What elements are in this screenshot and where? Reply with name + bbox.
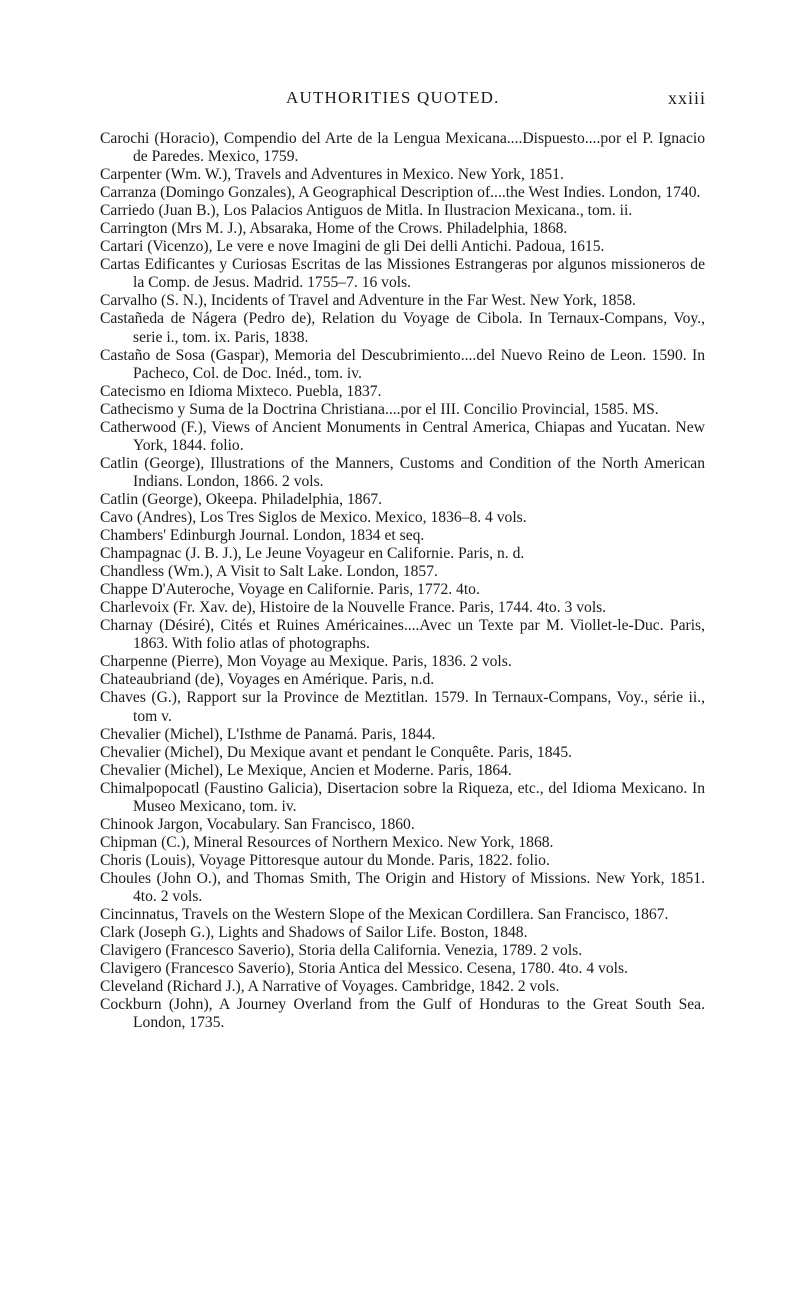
bibliography-entry: Catlin (George), Illustrations of the Manners, Customs and Condition of the North American Indians. London, 1866. 2 vols. [100, 454, 705, 490]
bibliography-entry: Cleveland (Richard J.), A Narrative of Voyages. Cambridge, 1842. 2 vols. [100, 978, 560, 996]
page-number: xxiii [667, 88, 706, 108]
bibliography-entry: Clavigero (Francesco Saverio), Storia della California. Venezia, 1789. 2 vols. [100, 942, 583, 960]
bibliography-entry: Chateaubriand (de), Voyages en Amérique. Paris, n.d. [100, 671, 435, 689]
bibliography-entry: Catecismo en Idioma Mixteco. Puebla, 1837. [100, 382, 382, 400]
bibliography-entry: Clark (Joseph G.), Lights and Shadows of Sailor Life. Boston, 1848. [100, 924, 528, 942]
bibliography-entry: Cockburn (John), A Journey Overland from the Gulf of Honduras to the Great South Sea. London, 1735. [100, 996, 705, 1032]
bibliography-entry: Carriedo (Juan B.), Los Palacios Antiguos de Mitla. In Ilustracion Mexicana., tom. ii. [100, 202, 633, 220]
bibliography-entry: Chevalier (Michel), L'Isthme de Panamá. Paris, 1844. [100, 725, 436, 743]
running-title: AUTHORITIES QUOTED. [286, 88, 500, 107]
bibliography-entry: Chevalier (Michel), Le Mexique, Ancien et Moderne. Paris, 1864. [100, 761, 512, 779]
bibliography-entry: Chevalier (Michel), Du Mexique avant et pendant le Conquête. Paris, 1845. [100, 743, 573, 761]
bibliography-entry: Cathecismo y Suma de la Doctrina Christiana....por el III. Concilio Provincial, 1585. MS. [100, 400, 659, 418]
bibliography-entry: Carochi (Horacio), Compendio del Arte de la Lengua Mexicana....Dispuesto....por el P. Ignacio de Paredes. Mexico, 1759. [100, 130, 705, 166]
bibliography-entry: Charpenne (Pierre), Mon Voyage au Mexique. Paris, 1836. 2 vols. [100, 653, 512, 671]
bibliography-entry: Carrington (Mrs M. J.), Absaraka, Home of the Crows. Philadelphia, 1868. [100, 220, 568, 238]
bibliography-entry: Chambers' Edinburgh Journal. London, 1834 et seq. [100, 527, 425, 545]
bibliography-entry: Carvalho (S. N.), Incidents of Travel and Adventure in the Far West. New York, 1858. [100, 292, 636, 310]
bibliography-entry: Chinook Jargon, Vocabulary. San Francisco, 1860. [100, 815, 415, 833]
bibliography-entry: Clavigero (Francesco Saverio), Storia Antica del Messico. Cesena, 1780. 4to. 4 vols. [100, 960, 628, 978]
bibliography-entry: Choules (John O.), and Thomas Smith, The Origin and History of Missions. New York, 1851. 4to. 2 vols. [100, 869, 705, 905]
bibliography-entry: Chimalpopocatl (Faustino Galicia), Disertacion sobre la Riqueza, etc., del Idioma Mexicano. In Museo Mexicano, tom. iv. [100, 779, 705, 815]
bibliography-entry: Chappe D'Auteroche, Voyage en Californie. Paris, 1772. 4to. [100, 581, 480, 599]
bibliography-entry: Cavo (Andres), Los Tres Siglos de Mexico. Mexico, 1836–8. 4 vols. [100, 508, 527, 526]
bibliography-entry: Cartas Edificantes y Curiosas Escritas de las Missiones Estrangeras por algunos missioneros de la Comp. de Jesus. Madrid. 1755–7. 16 vols. [100, 256, 705, 292]
bibliography-entry: Charlevoix (Fr. Xav. de), Histoire de la Nouvelle France. Paris, 1744. 4to. 3 vols. [100, 599, 607, 617]
bibliography-entry: Charnay (Désiré), Cités et Ruines Américaines....Avec un Texte par M. Viollet-le-Duc. Paris, 1863. With folio atlas of photographs. [100, 617, 705, 653]
bibliography-entry: Chaves (G.), Rapport sur la Province de Meztitlan. 1579. In Ternaux-Compans, Voy., série ii., tom v. [100, 689, 705, 725]
bibliography-entry: Catherwood (F.), Views of Ancient Monuments in Central America, Chiapas and Yucatan. New York, 1844. folio. [100, 418, 705, 454]
bibliography-entry: Carpenter (Wm. W.), Travels and Adventures in Mexico. New York, 1851. [100, 166, 564, 184]
bibliography-entry: Cartari (Vicenzo), Le vere e nove Imagini de gli Dei delli Antichi. Padoua, 1615. [100, 238, 605, 256]
bibliography-entry: Castañeda de Nágera (Pedro de), Relation du Voyage de Cibola. In Ternaux-Compans, Voy., serie i., tom. ix. Paris, 1838. [100, 310, 705, 346]
bibliography-entry: Castaño de Sosa (Gaspar), Memoria del Descubrimiento....del Nuevo Reino de Leon. 1590. In Pacheco, Col. de Doc. Inéd., tom. iv. [100, 346, 705, 382]
bibliography-entry: Chandless (Wm.), A Visit to Salt Lake. London, 1857. [100, 563, 438, 581]
bibliography-entry: Catlin (George), Okeepa. Philadelphia, 1867. [100, 490, 383, 508]
bibliography-entry: Cincinnatus, Travels on the Western Slope of the Mexican Cordillera. San Francisco, 1867. [100, 906, 669, 924]
bibliography-entry: Chipman (C.), Mineral Resources of Northern Mexico. New York, 1868. [100, 833, 554, 851]
bibliography-list [100, 130, 705, 1032]
bibliography-entry: Choris (Louis), Voyage Pittoresque autour du Monde. Paris, 1822. folio. [100, 851, 550, 869]
bibliography-entry: Champagnac (J. B. J.), Le Jeune Voyageur en Californie. Paris, n. d. [100, 545, 525, 563]
bibliography-entry: Carranza (Domingo Gonzales), A Geographical Description of....the West Indies. London, 1740. [100, 184, 701, 202]
page-header [0, 88, 800, 112]
